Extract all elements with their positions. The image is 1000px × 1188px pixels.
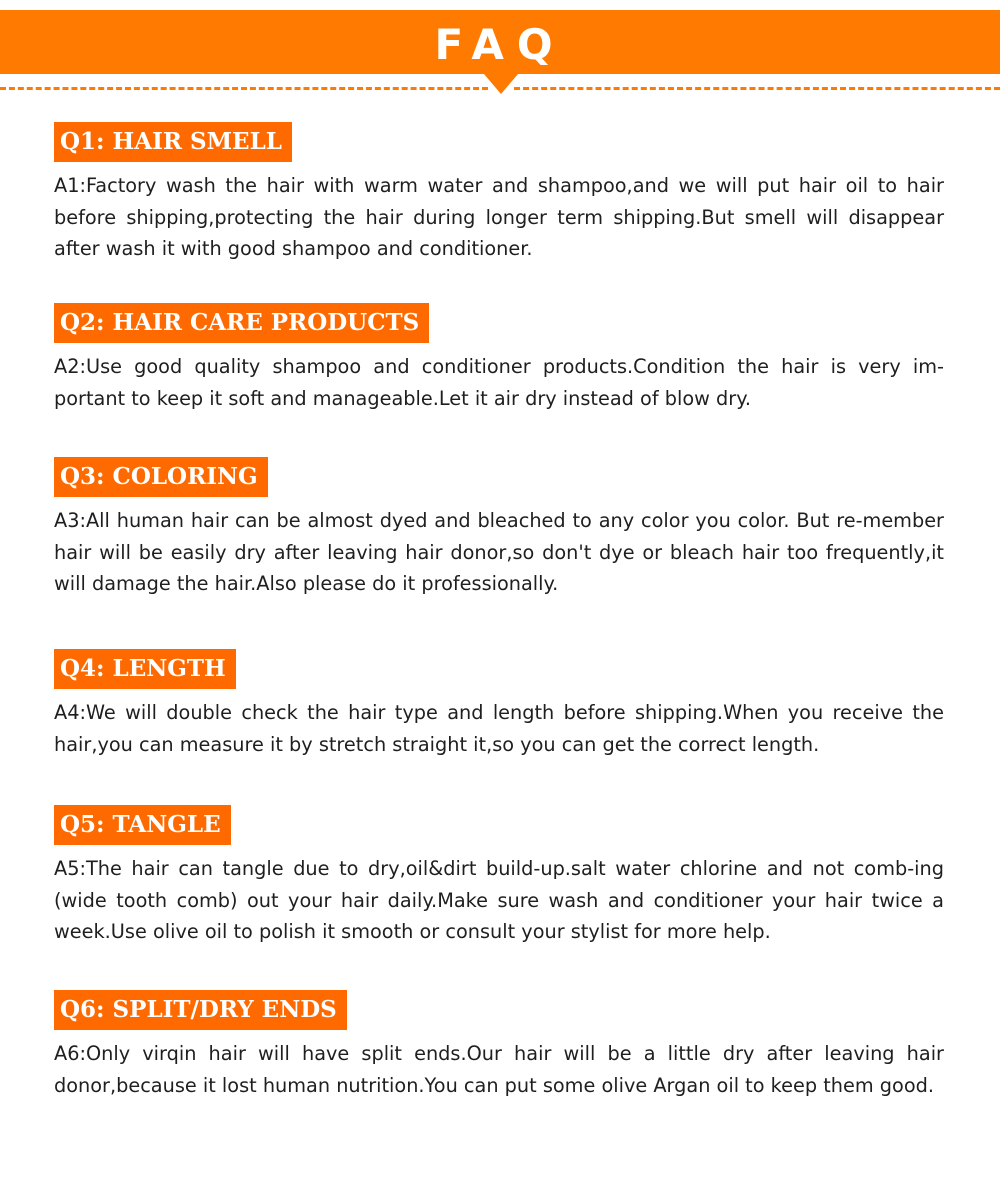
question-label: Q1: HAIR SMELL — [54, 122, 292, 162]
faq-item-hair-care-products — [54, 303, 944, 414]
answer-text: A3:All human hair can be almost dyed and bleached to any color you color. But re-member hair will be easily dry after leaving hair donor,so don't dye or bleach hair too frequently,it will damage the hair.Also please do it professionally. — [54, 509, 944, 595]
question-label: Q6: SPLIT/DRY ENDS — [54, 990, 347, 1030]
header-divider-right — [514, 87, 1000, 90]
question-label: Q2: HAIR CARE PRODUCTS — [54, 303, 429, 343]
answer-text: A6:Only virqin hair will have split ends.Our hair will be a little dry after leaving hair donor,because it lost human nutrition.You can put some olive Argan oil to keep them good. — [54, 1042, 944, 1097]
faq-item-split-dry-ends — [54, 990, 944, 1101]
answer-text: A4:We will double check the hair type and length before shipping.When you receive the hair,you can measure it by stretch straight it,so you can get the correct length. — [54, 701, 944, 756]
answer-text: A1:Factory wash the hair with warm water and shampoo,and we will put hair oil to hair before shipping,protecting the hair during longer term shipping.But smell will disappear after wash it with good shampoo and conditioner. — [54, 174, 944, 260]
faq-item-length — [54, 649, 944, 760]
question-label: Q5: TANGLE — [54, 805, 231, 845]
faq-item-coloring — [54, 457, 944, 600]
answer-text: A2:Use good quality shampoo and conditioner products.Condition the hair is very im-portant to keep it soft and manageable.Let it air dry instead of blow dry. — [54, 355, 944, 410]
header-pointer-notch — [484, 74, 518, 94]
faq-header-banner — [0, 10, 1000, 74]
faq-item-tangle — [54, 805, 944, 948]
question-label: Q3: COLORING — [54, 457, 268, 497]
answer-text: A5:The hair can tangle due to dry,oil&dirt build-up.salt water chlorine and not comb-ing (wide tooth comb) out your hair daily.Make sure wash and conditioner your hair twice a week.Use olive oil to polish it smooth or consult your stylist for more help. — [54, 857, 944, 943]
faq-item-hair-smell — [54, 122, 944, 265]
question-label: Q4: LENGTH — [54, 649, 236, 689]
page-title: FAQ — [434, 20, 566, 69]
header-divider-left — [0, 87, 488, 90]
